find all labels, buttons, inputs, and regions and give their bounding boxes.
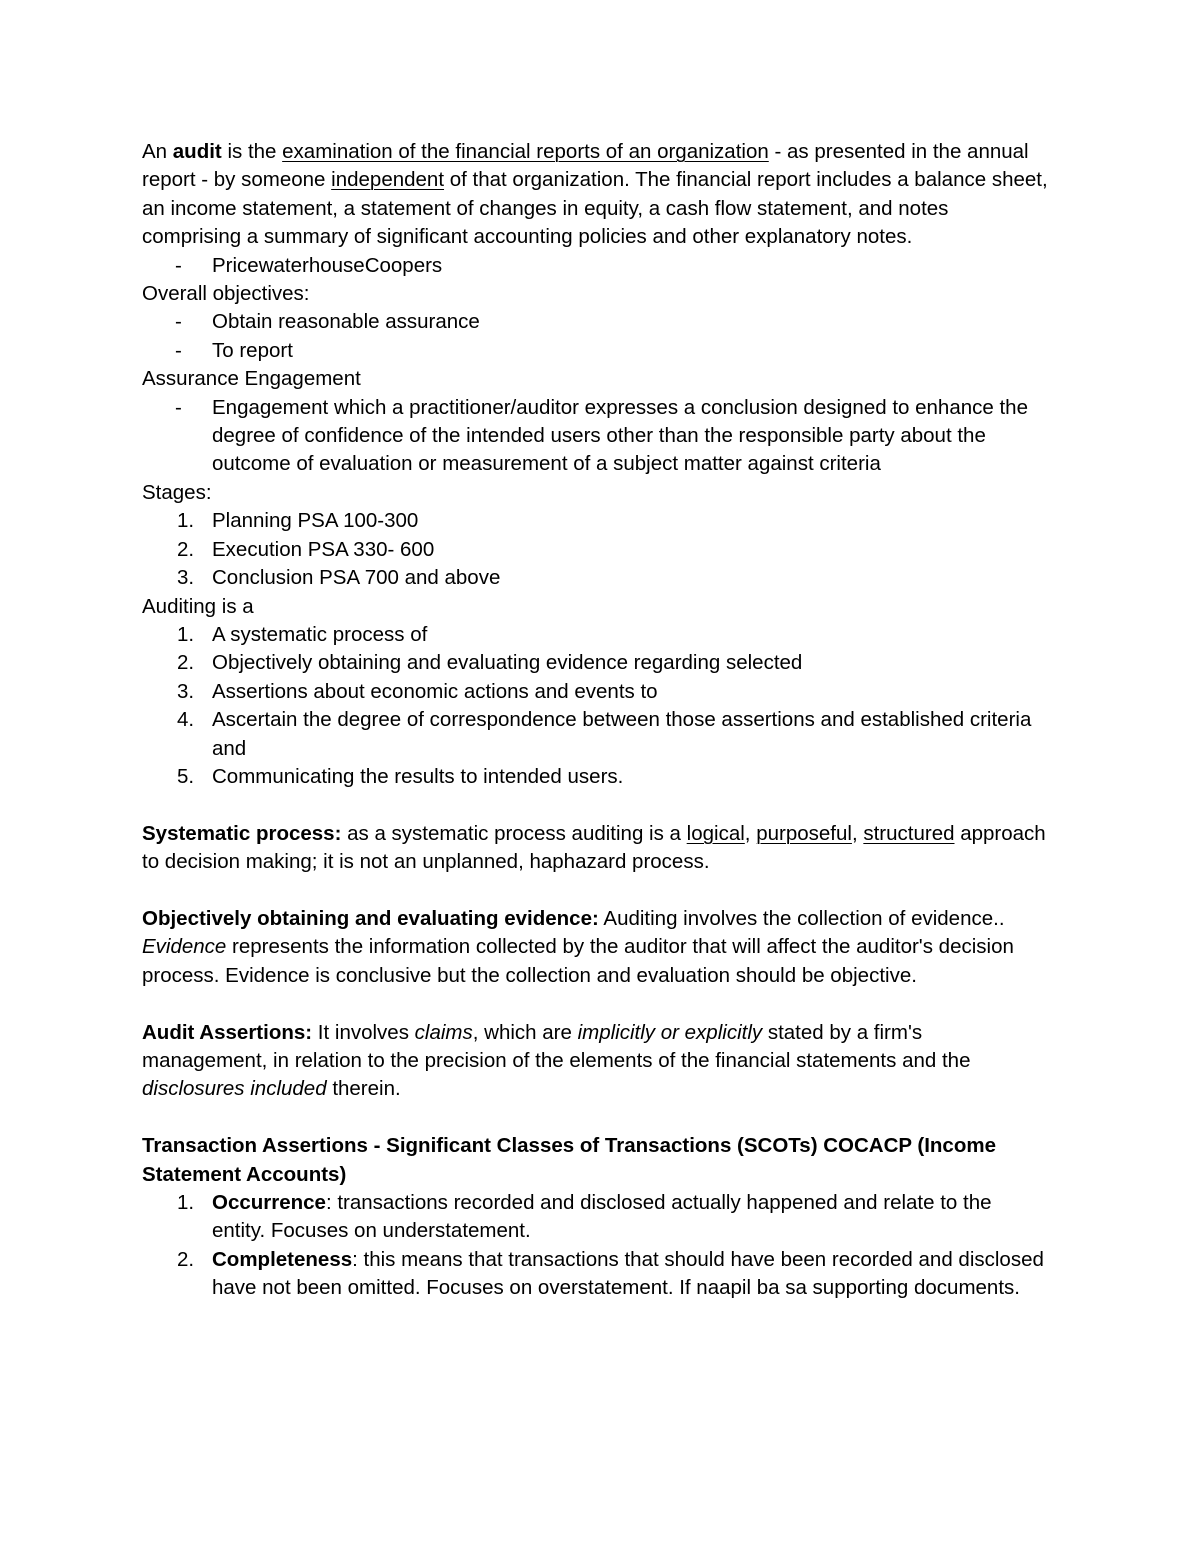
list-number: 3. <box>177 566 195 590</box>
paragraph-text: , which are <box>472 1020 572 1044</box>
objectively-label: Objectively obtaining and evaluating evidence: <box>142 906 599 930</box>
list-item <box>142 706 1050 763</box>
paragraph-text: stated by a firm's management, in relation to the precision of the elements of the financial statements and the <box>142 1020 971 1072</box>
list-number: 2. <box>177 1247 195 1271</box>
intro-text: An <box>142 140 168 163</box>
list-number: 3. <box>177 679 195 703</box>
stages-heading: Stages: <box>142 480 212 504</box>
list-item <box>142 763 1050 791</box>
list-item-text: A systematic process of <box>212 622 428 646</box>
list-item: - To report <box>142 337 1050 365</box>
list-item-text: Conclusion PSA 700 and above <box>212 566 501 590</box>
list-item-text: : transactions recorded and disclosed actually happened and relate to the entity. Focuses on understatement. <box>212 1190 992 1243</box>
paragraph-text: approach to decision making; it is not an unplanned, haphazard process. <box>142 821 1046 874</box>
list-item <box>142 507 1050 535</box>
assertions-label: Audit Assertions: <box>142 1020 313 1044</box>
list-number: 5. <box>177 764 195 788</box>
list-item-text: Ascertain the degree of correspondence between those assertions and established criteria and <box>212 708 1032 760</box>
paragraph-text: , <box>744 821 751 845</box>
spacer <box>142 990 1050 1018</box>
systematic-label: Systematic process: <box>142 821 342 845</box>
list-number: 2. <box>177 651 195 675</box>
list-item <box>142 1246 1050 1303</box>
list-item <box>142 678 1050 706</box>
spacer <box>142 791 1050 819</box>
auditing-heading: Auditing is a <box>142 594 254 618</box>
list-item-text: Communicating the results to intended users. <box>212 764 624 788</box>
list-item-text: Objectively obtaining and evaluating evidence regarding selected <box>212 651 803 675</box>
underlined-purposeful: purposeful <box>756 821 852 845</box>
paragraph-text: It involves <box>317 1020 409 1044</box>
list-number: 1. <box>177 509 195 533</box>
term-completeness: Completeness <box>212 1247 353 1271</box>
list-item <box>142 649 1050 677</box>
list-item-text: Planning PSA 100-300 <box>212 509 419 533</box>
paragraph-text: as a systematic process auditing is a <box>347 821 681 845</box>
list-item: - PricewaterhouseCoopers <box>142 252 1050 280</box>
intro-paragraph <box>142 138 1050 252</box>
paragraph-text: , <box>851 821 858 845</box>
list-item: - Engagement which a practitioner/auditor expresses a conclusion designed to enhance the degree of confidence of the intended users other than the responsible party about the outcome of evaluation or measurement of a subject matter against criteria <box>142 394 1050 479</box>
spacer <box>142 877 1050 905</box>
intro-text: - as presented in the annual report - by someone <box>142 140 1029 192</box>
list-item-text: Assertions about economic actions and events to <box>212 679 658 703</box>
transaction-heading <box>142 1132 1050 1189</box>
list-item <box>142 536 1050 564</box>
spacer <box>142 1104 1050 1132</box>
assertions-paragraph <box>142 1019 1050 1104</box>
systematic-paragraph <box>142 820 1050 877</box>
list-item-text: Execution PSA 330- 600 <box>212 537 435 561</box>
auditing-list <box>142 621 1050 791</box>
transaction-list <box>142 1189 1050 1303</box>
list-number: 1. <box>177 622 195 646</box>
term-occurrence: Occurrence <box>212 1190 326 1214</box>
list-item: - Obtain reasonable assurance <box>142 308 1050 336</box>
list-item <box>142 621 1050 649</box>
underlined-independent: independent <box>331 168 445 192</box>
list-item <box>142 564 1050 592</box>
list-item <box>142 1189 1050 1246</box>
italic-implicit: implicitly or explicitly <box>577 1020 763 1044</box>
list-number: 2. <box>177 537 195 561</box>
paragraph-text: represents the information collected by the auditor that will affect the auditor's decision process. Evidence is conclusive but the collection and evaluation should be objective. <box>142 935 1014 987</box>
underlined-definition: examination of the financial reports of an organization <box>282 140 769 163</box>
italic-evidence: Evidence <box>142 935 227 959</box>
underlined-logical: logical <box>686 821 745 845</box>
list-number: 4. <box>177 708 195 732</box>
transaction-heading-text: Transaction Assertions - Significant Classes of Transactions (SCOTs) COCACP (Income Statement Accounts) <box>142 1134 996 1186</box>
paragraph-text: therein. <box>332 1077 401 1101</box>
list-number: 1. <box>177 1190 195 1214</box>
paragraph-text: Auditing involves the collection of evidence.. <box>603 906 1005 930</box>
stages-list <box>142 507 1050 592</box>
objectives-list <box>142 308 1050 365</box>
assurance-heading: Assurance Engagement <box>142 367 361 391</box>
objectively-paragraph <box>142 905 1050 990</box>
underlined-structured: structured <box>863 821 955 845</box>
intro-text: is the <box>227 140 277 163</box>
list-item-text: : this means that transactions that should have been recorded and disclosed have not been omitted. Focuses on overstatement. If naapil ba sa supporting documents. <box>212 1247 1044 1300</box>
source-list <box>142 252 1050 280</box>
objectives-heading: Overall objectives: <box>142 282 310 306</box>
italic-disclosures: disclosures included <box>142 1077 327 1101</box>
assurance-list <box>142 394 1050 479</box>
term-audit: audit <box>172 140 222 163</box>
italic-claims: claims <box>414 1020 473 1044</box>
intro-text: of that organization. The financial report includes a balance sheet, an income statement, a statement of changes in equity, a cash flow statement, and notes comprising a summary of significant accounting policies and other explanatory notes. <box>142 168 1048 249</box>
